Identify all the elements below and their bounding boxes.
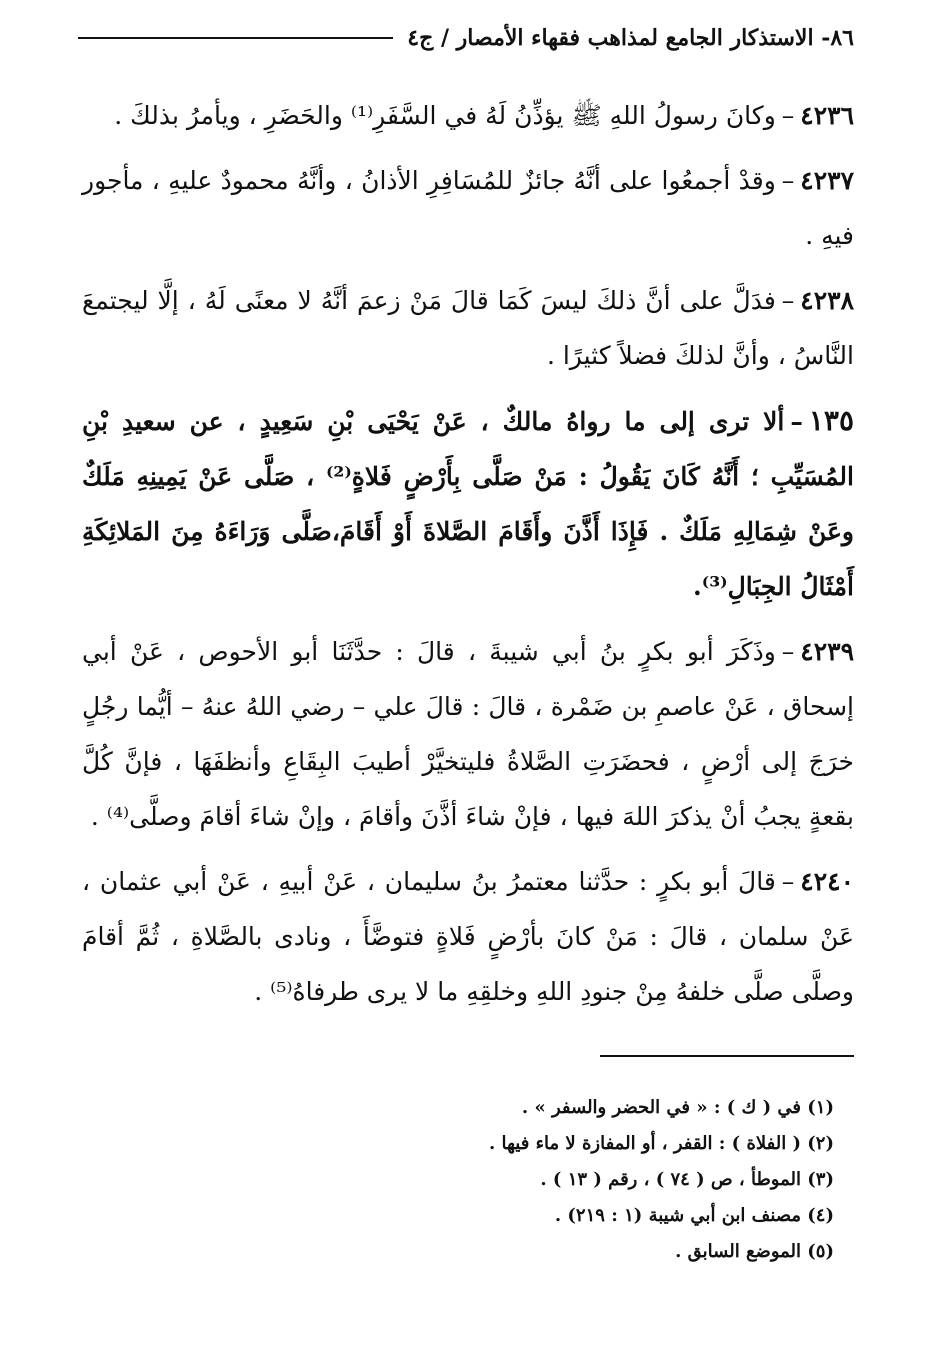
hadith-number: ١٣٥ bbox=[808, 404, 854, 437]
main-text bbox=[82, 88, 854, 1029]
paragraph-text: فدَلَّ على أنَّ ذلكَ ليسَ كَمَا قالَ مَنْ زعمَ أنَّهُ لا معنًى لَهُ ، إلَّا ليجتمعَ النَّاسُ ، وأنَّ لذلكَ فضلاً كثيرًا . bbox=[82, 286, 854, 370]
footnote-5: (٥) الموضع السابق . bbox=[675, 1241, 834, 1262]
paragraph-text: قالَ أبو بكرٍ : حدَّثنا معتمرُ بنُ سليمان ، عَنْ أبيهِ ، عَنْ أبي عثمان ، عَنْ سلمان ، قالَ : مَنْ كانَ بأرْضٍ فَلاةٍ فتوضَّأَ ، ونادى بالصَّلاةِ ، ثُمَّ أقامَ وصلَّى صلَّى خلفهُ مِنْ جنودِ اللهِ وخلقِهِ ما لا يرى طرفاهُ⁽⁵⁾ . bbox=[82, 867, 854, 1006]
footnote-2: (٢) ( الفلاة ) : القفر ، أو المفازة لا ماء فيها . bbox=[488, 1133, 834, 1154]
paragraph-4238: ٤٢٣٨–فدَلَّ على أنَّ ذلكَ ليسَ كَمَا قالَ مَنْ زعمَ أنَّهُ لا معنًى لَهُ ، إلَّا ليجتمعَ النَّاسُ ، وأنَّ لذلكَ فضلاً كثيرًا . bbox=[82, 286, 854, 370]
paragraph-4237: ٤٢٣٧–وقدْ أجمعُوا على أنَّهُ جائزٌ للمُسَافِرِ الأذانُ ، وأنَّهُ محمودٌ عليهِ ، مأجور فيهِ . bbox=[82, 166, 854, 250]
paragraph-text: وقدْ أجمعُوا على أنَّهُ جائزٌ للمُسَافِرِ الأذانُ ، وأنَّهُ محمودٌ عليهِ ، مأجور فيهِ . bbox=[82, 166, 854, 250]
paragraph-text: وذَكَرَ أبو بكرٍ بنُ أبي شيبةَ ، قالَ : حدَّثَنَا أبو الأحوص ، عَنْ أبي إسحاق ، عَنْ عاصمِ بن ضَمْرة ، قالَ : قالَ علي – رضي اللهُ عنهُ – أيُّما رجُلٍ خرَجَ إلى أرْضٍ ، فحضَرَتِ الصَّلاةُ فليتخيَّرْ أطيبَ البِقَاعِ وأنظفَهَا ، فإنَّ كُلَّ بقعةٍ يجبُ أنْ يذكرَ اللهَ فيها ، فإنْ شاءَ أذَّنَ وأقامَ ، وإنْ شاءَ أقامَ وصلَّى⁽⁴⁾ . bbox=[82, 637, 854, 831]
paragraph-4239: ٤٢٣٩–وذَكَرَ أبو بكرٍ بنُ أبي شيبةَ ، قالَ : حدَّثَنَا أبو الأحوص ، عَنْ أبي إسحاق ، عَنْ عاصمِ بن ضَمْرة ، قالَ : قالَ علي – رضي اللهُ عنهُ – أيُّما رجُلٍ خرَجَ إلى أرْضٍ ، فحضَرَتِ الصَّلاةُ فليتخيَّرْ أطيبَ البِقَاعِ وأنظفَهَا ، فإنَّ كُلَّ بقعةٍ يجبُ أنْ يذكرَ اللهَ فيها ، فإنْ شاءَ أذَّنَ وأقامَ ، وإنْ شاءَ أقامَ وصلَّى⁽⁴⁾ . bbox=[82, 637, 854, 831]
footnote-1: (١) في ( ك ) : « في الحضر والسفر » . bbox=[521, 1097, 834, 1118]
paragraph-number: ٤٢٣٧ bbox=[800, 166, 854, 195]
paragraph-number: ٤٢٤٠ bbox=[800, 867, 854, 896]
paragraph-number: ٤٢٣٩ bbox=[800, 637, 854, 666]
paragraph-4236: ٤٢٣٦–وكانَ رسولُ اللهِ ﷺ يؤذِّنُ لَهُ في السَّفَرِ⁽¹⁾ والحَضَرِ ، ويأمرُ بذلكَ . bbox=[114, 101, 854, 130]
paragraph-number: ٤٢٣٨ bbox=[800, 286, 854, 315]
footnote-3: (٣) الموطأ ، ص ( ٧٤ ) ، رقم ( ١٣ ) . bbox=[540, 1169, 834, 1190]
footnote-separator bbox=[600, 1055, 854, 1057]
paragraph-number: ٤٢٣٦ bbox=[800, 101, 854, 130]
footnotes bbox=[82, 1090, 834, 1270]
paragraph-text: وكانَ رسولُ اللهِ ﷺ يؤذِّنُ لَهُ في السَّفَرِ⁽¹⁾ والحَضَرِ ، ويأمرُ بذلكَ . bbox=[114, 101, 776, 130]
hadith-text: ألا ترى إلى ما رواهُ مالكٌ ، عَنْ يَحْيَى بْنِ سَعِيدٍ ، عن سعيدِ بْنِ المُسَيِّبِ ؛ أَنَّهُ كَانَ يَقُولُ : مَنْ صَلَّى بِأَرْضٍ فَلاةٍ⁽²⁾ ، صَلَّى عَنْ يَمِينِهِ مَلَكٌ وعَنْ شِمَالِهِ مَلَكٌ . فَإِذَا أَذَّنَ وأَقَامَ الصَّلاةَ أَوْ أَقَامَ،صَلَّى وَرَاءَهُ مِنَ المَلائِكَةِ أَمْثَالُ الجِبَالِ⁽³⁾. bbox=[82, 407, 854, 601]
hadith-135: ١٣٥–ألا ترى إلى ما رواهُ مالكٌ ، عَنْ يَحْيَى بْنِ سَعِيدٍ ، عن سعيدِ بْنِ المُسَيِّبِ ؛ أَنَّهُ كَانَ يَقُولُ : مَنْ صَلَّى بِأَرْضٍ فَلاةٍ⁽²⁾ ، صَلَّى عَنْ يَمِينِهِ مَلَكٌ وعَنْ شِمَالِهِ مَلَكٌ . فَإِذَا أَذَّنَ وأَقَامَ الصَّلاةَ أَوْ أَقَامَ،صَلَّى وَرَاءَهُ مِنَ المَلائِكَةِ أَمْثَالُ الجِبَالِ⁽³⁾. bbox=[82, 404, 854, 601]
footnote-4: (٤) مصنف ابن أبي شيبة (١ : ٢١٩) . bbox=[554, 1205, 834, 1226]
header-title: ٨٦- الاستذكار الجامع لمذاهب فقهاء الأمصار / ج٤ bbox=[407, 25, 854, 51]
paragraph-4240: ٤٢٤٠–قالَ أبو بكرٍ : حدَّثنا معتمرُ بنُ سليمان ، عَنْ أبيهِ ، عَنْ أبي عثمان ، عَنْ سلمان ، قالَ : مَنْ كانَ بأرْضٍ فَلاةٍ فتوضَّأَ ، ونادى بالصَّلاةِ ، ثُمَّ أقامَ وصلَّى صلَّى خلفهُ مِنْ جنودِ اللهِ وخلقِهِ ما لا يرى طرفاهُ⁽⁵⁾ . bbox=[82, 867, 854, 1006]
running-header bbox=[78, 20, 854, 56]
header-rule bbox=[78, 37, 393, 39]
